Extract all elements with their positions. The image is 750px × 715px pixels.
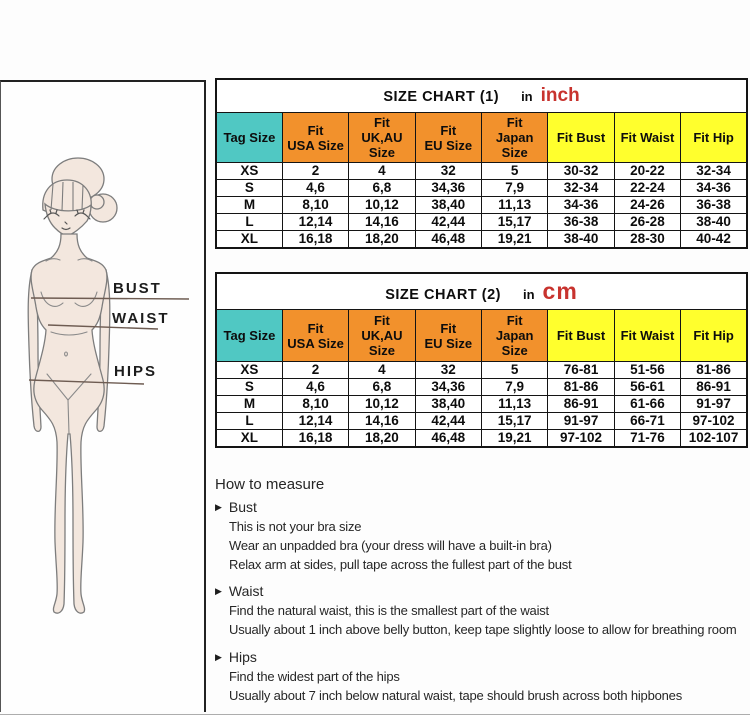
measure-group xyxy=(215,499,750,574)
column-header-cell: Fit USA Size xyxy=(282,113,348,163)
size-value-cell: 6,8 xyxy=(349,379,415,396)
how-to-measure-heading: How to measure xyxy=(215,476,325,493)
measure-instruction-line: Usually about 7 inch below natural waist, tape should brush across both hipbones xyxy=(229,687,683,703)
size-value-cell: 30-32 xyxy=(548,163,614,180)
size-row xyxy=(216,214,747,231)
size-value-cell: 18,20 xyxy=(349,430,415,448)
size-value-cell: 4,6 xyxy=(282,379,348,396)
bust-label: BUST xyxy=(113,280,162,297)
size-value-cell: 2 xyxy=(282,163,348,180)
measure-group-label-row xyxy=(215,583,750,599)
measure-group-label: Waist xyxy=(228,583,264,600)
measure-instruction-line: Wear an unpadded bra (your dress will have a built-in bra) xyxy=(229,537,552,553)
how-to-measure-body xyxy=(215,499,750,706)
size-value-cell: 20-22 xyxy=(614,163,680,180)
size-value-cell: 81-86 xyxy=(681,362,747,379)
column-header-cell: Fit UK,AU Size xyxy=(349,310,415,362)
size-value-cell: 61-66 xyxy=(614,396,680,413)
column-header-cell: Tag Size xyxy=(216,113,282,163)
size-value-cell: 81-86 xyxy=(548,379,614,396)
size-value-cell: 42,44 xyxy=(415,214,481,231)
size-value-cell: 8,10 xyxy=(282,396,348,413)
size-row xyxy=(216,231,747,249)
size-value-cell: 97-102 xyxy=(681,413,747,430)
column-header-cell: Fit Hip xyxy=(681,310,747,362)
size-value-cell: 102-107 xyxy=(681,430,747,448)
size-value-cell: 26-28 xyxy=(614,214,680,231)
female-figure-sketch xyxy=(1,82,205,712)
chart-header-row xyxy=(216,310,747,362)
size-value-cell: 15,17 xyxy=(482,214,548,231)
size-value-cell: 32 xyxy=(415,163,481,180)
size-value-cell: 91-97 xyxy=(548,413,614,430)
size-value-cell: 46,48 xyxy=(415,231,481,249)
size-chart-inch-table xyxy=(215,78,748,249)
size-value-cell: 97-102 xyxy=(548,430,614,448)
chart-unit-prefix: in xyxy=(521,89,533,104)
size-value-cell: 56-61 xyxy=(614,379,680,396)
size-row xyxy=(216,430,747,448)
size-value-cell: 24-26 xyxy=(614,197,680,214)
measure-group-label: Bust xyxy=(228,499,257,515)
bullet-triangle-icon: ▶ xyxy=(215,586,222,597)
size-value-cell: 32-34 xyxy=(548,180,614,197)
chart-unit-prefix: in xyxy=(522,287,535,302)
size-value-cell: 14,16 xyxy=(349,214,415,231)
tag-size-cell: XL xyxy=(216,430,282,448)
size-value-cell: 4 xyxy=(349,163,415,180)
size-chart-cm-table xyxy=(215,272,748,448)
measure-instruction-line: Relax arm at sides, pull tape across the fullest part of the bust xyxy=(229,556,572,572)
column-header-cell: Fit EU Size xyxy=(415,310,481,362)
measure-instruction-line: Find the natural waist, this is the smallest part of the waist xyxy=(229,603,549,619)
size-value-cell: 4 xyxy=(349,362,415,379)
size-value-cell: 15,17 xyxy=(482,413,548,430)
column-header-cell: Fit EU Size xyxy=(415,113,481,163)
chart-title-row xyxy=(216,79,747,113)
size-value-cell: 28-30 xyxy=(614,231,680,249)
size-value-cell: 38-40 xyxy=(681,214,747,231)
tag-size-cell: XL xyxy=(216,231,282,249)
size-value-cell: 34,36 xyxy=(415,379,481,396)
size-value-cell: 36-38 xyxy=(681,197,747,214)
size-value-cell: 5 xyxy=(482,163,548,180)
size-row xyxy=(216,362,747,379)
size-value-cell: 16,18 xyxy=(282,430,348,448)
size-value-cell: 8,10 xyxy=(282,197,348,214)
size-value-cell: 12,14 xyxy=(282,413,348,430)
size-value-cell: 42,44 xyxy=(415,413,481,430)
measure-group xyxy=(215,649,750,706)
chart-title: SIZE CHART (2) xyxy=(385,287,501,303)
size-value-cell: 11,13 xyxy=(482,197,548,214)
size-value-cell: 71-76 xyxy=(614,430,680,448)
size-value-cell: 36-38 xyxy=(548,214,614,231)
chart-title-cell xyxy=(216,273,747,310)
bust-callout-line xyxy=(31,298,189,299)
measure-group xyxy=(215,583,750,640)
measure-group-label-row xyxy=(215,649,750,665)
tag-size-cell: L xyxy=(216,214,282,231)
size-value-cell: 19,21 xyxy=(482,430,548,448)
measure-instruction-line: Find the widest part of the hips xyxy=(229,668,400,684)
column-header-cell: Fit Waist xyxy=(614,113,680,163)
hips-label: HIPS xyxy=(114,363,158,380)
column-header-cell: Fit Waist xyxy=(614,310,680,362)
chart-title-cell xyxy=(216,79,747,113)
size-row xyxy=(216,396,747,413)
size-value-cell: 6,8 xyxy=(349,180,415,197)
size-value-cell: 19,21 xyxy=(482,231,548,249)
size-value-cell: 40-42 xyxy=(681,231,747,249)
chart-unit: inch xyxy=(540,85,580,106)
chart-title-row xyxy=(216,273,747,310)
tag-size-cell: M xyxy=(216,396,282,413)
size-value-cell: 2 xyxy=(282,362,348,379)
tag-size-cell: L xyxy=(216,413,282,430)
size-value-cell: 7,9 xyxy=(482,379,548,396)
size-value-cell: 38-40 xyxy=(548,231,614,249)
size-value-cell: 12,14 xyxy=(282,214,348,231)
size-row xyxy=(216,379,747,396)
size-value-cell: 7,9 xyxy=(482,180,548,197)
size-row xyxy=(216,163,747,180)
size-row xyxy=(216,180,747,197)
measure-group-label-row xyxy=(215,499,750,515)
column-header-cell: Fit USA Size xyxy=(282,310,348,362)
size-value-cell: 86-91 xyxy=(681,379,747,396)
measure-instruction-line: This is not your bra size xyxy=(229,519,362,534)
column-header-cell: Fit Japan Size xyxy=(482,310,548,362)
tag-size-cell: M xyxy=(216,197,282,214)
how-to-measure-section xyxy=(215,476,750,715)
size-value-cell: 14,16 xyxy=(349,413,415,430)
size-value-cell: 32-34 xyxy=(681,163,747,180)
bullet-triangle-icon: ▶ xyxy=(215,651,222,662)
size-value-cell: 91-97 xyxy=(681,396,747,413)
size-value-cell: 22-24 xyxy=(614,180,680,197)
size-value-cell: 34-36 xyxy=(681,180,747,197)
column-header-cell: Tag Size xyxy=(216,310,282,362)
column-header-cell: Fit Japan Size xyxy=(482,113,548,163)
size-value-cell: 18,20 xyxy=(349,231,415,249)
measure-group-label: Hips xyxy=(228,648,257,665)
tag-size-cell: XS xyxy=(216,163,282,180)
size-value-cell: 10,12 xyxy=(349,396,415,413)
size-row xyxy=(216,413,747,430)
size-value-cell: 34,36 xyxy=(415,180,481,197)
size-value-cell: 86-91 xyxy=(548,396,614,413)
chart-title: SIZE CHART (1) xyxy=(383,89,500,105)
tag-size-cell: XS xyxy=(216,362,282,379)
column-header-cell: Fit Bust xyxy=(548,113,614,163)
size-value-cell: 10,12 xyxy=(349,197,415,214)
size-value-cell: 51-56 xyxy=(614,362,680,379)
size-value-cell: 76-81 xyxy=(548,362,614,379)
column-header-cell: Fit Hip xyxy=(681,113,747,163)
bullet-triangle-icon: ▶ xyxy=(215,502,222,512)
size-value-cell: 4,6 xyxy=(282,180,348,197)
column-header-cell: Fit Bust xyxy=(548,310,614,362)
size-value-cell: 38,40 xyxy=(415,396,481,413)
size-value-cell: 38,40 xyxy=(415,197,481,214)
chart-header-row xyxy=(216,113,747,163)
tag-size-cell: S xyxy=(216,180,282,197)
size-value-cell: 46,48 xyxy=(415,430,481,448)
tag-size-cell: S xyxy=(216,379,282,396)
size-value-cell: 66-71 xyxy=(614,413,680,430)
waist-label: WAIST xyxy=(112,310,170,327)
size-value-cell: 34-36 xyxy=(548,197,614,214)
size-row xyxy=(216,197,747,214)
column-header-cell: Fit UK,AU Size xyxy=(349,113,415,163)
size-value-cell: 5 xyxy=(482,362,548,379)
size-value-cell: 11,13 xyxy=(482,396,548,413)
measure-instruction-line: Usually about 1 inch above belly button, keep tape slightly loose to allow for breathing room xyxy=(229,622,737,638)
measurement-figure-panel xyxy=(0,80,206,712)
size-value-cell: 16,18 xyxy=(282,231,348,249)
size-value-cell: 32 xyxy=(415,362,481,379)
chart-unit: cm xyxy=(542,278,578,304)
